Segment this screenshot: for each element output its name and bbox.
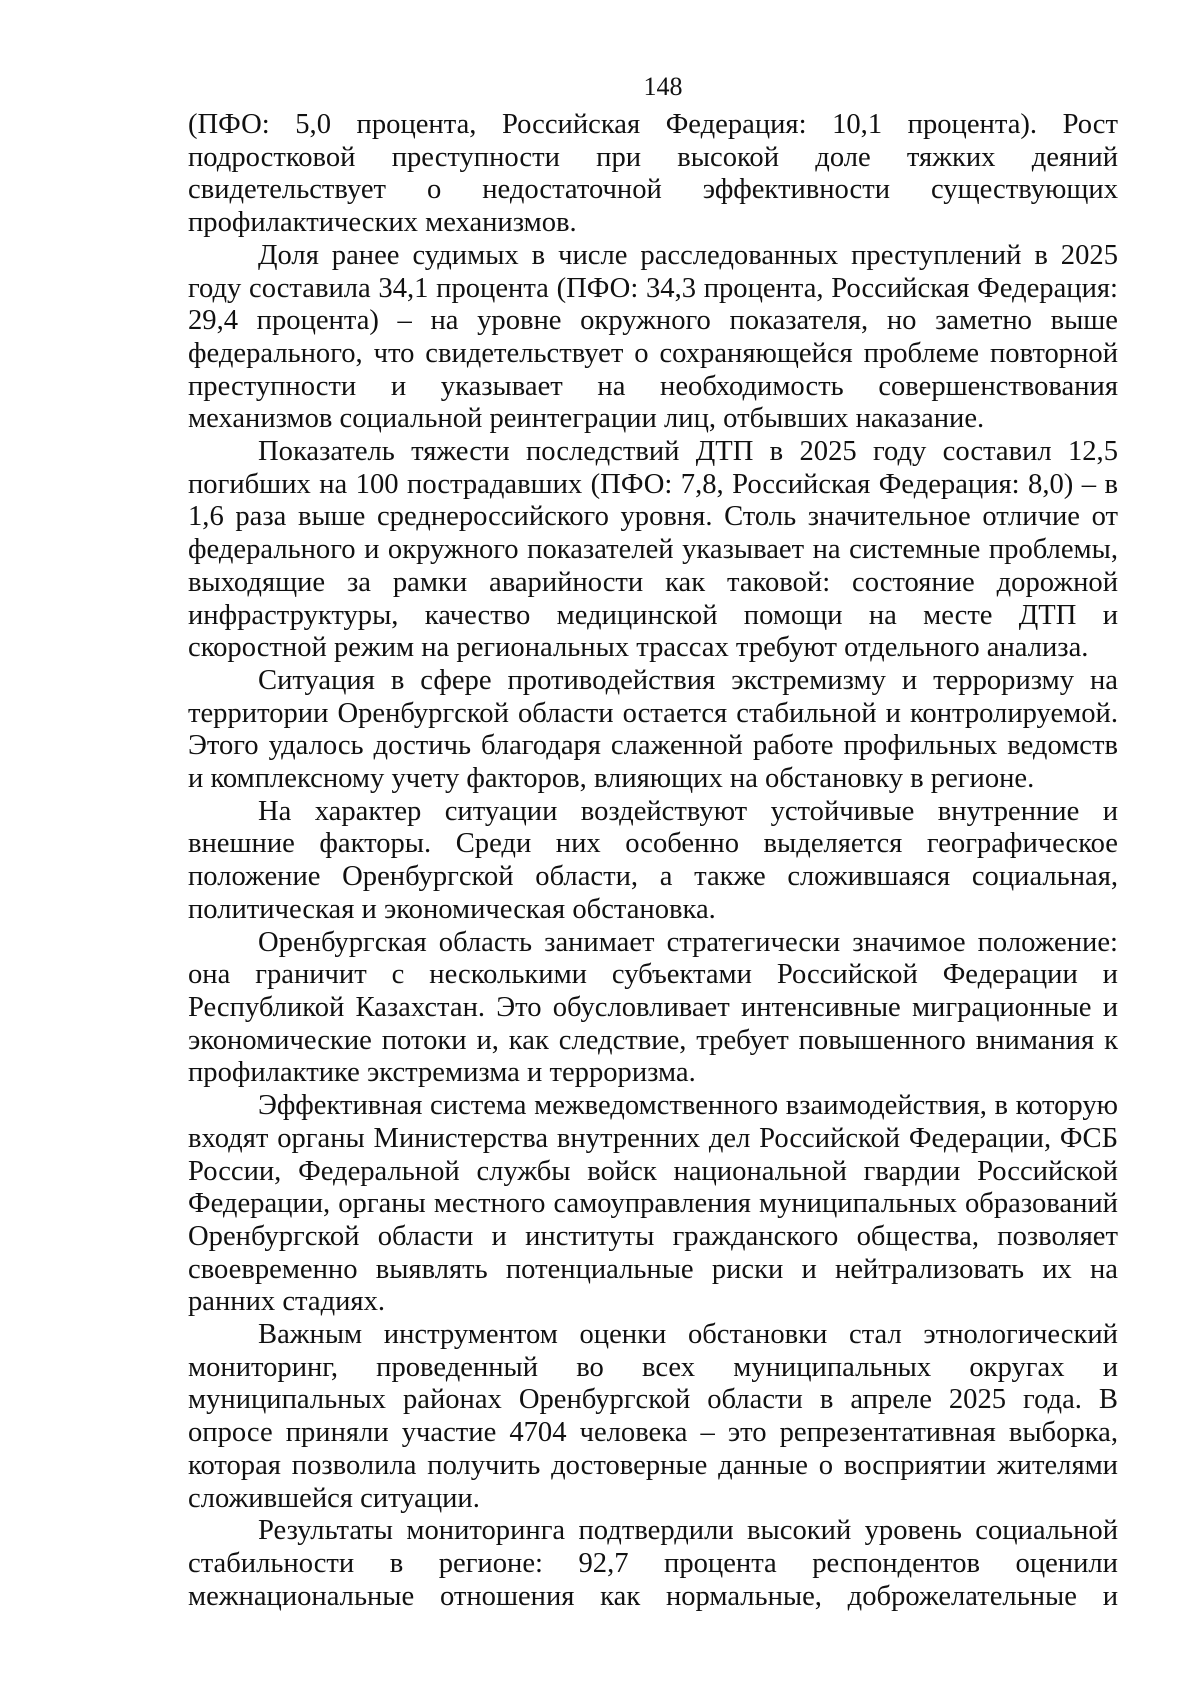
paragraph-4: Ситуация в сфере противодействия экстремизму и терроризму на территории Оренбургской области остается стабильной и контролируемой. Этого удалось достичь благодаря слаженной работе профильных ведомств и комплексному учету факторов, влияющих на обстановку в регионе. bbox=[188, 664, 1118, 795]
paragraph-5: На характер ситуации воздействуют устойчивые внутренние и внешние факторы. Среди них особенно выделяется географическое положение Оренбургской области, а также сложившаяся социальная, политическая и экономическая обстановка. bbox=[188, 795, 1118, 925]
paragraph-8: Важным инструментом оценки обстановки стал этнологический мониторинг, проведенный во всех муниципальных округах и муниципальных районах Оренбургской области в апреле 2025 года. В опросе приняли участие 4704 человека – это репрезентативная выборка, которая позволила получить достоверные данные о восприятии жителями сложившейся ситуации. bbox=[188, 1319, 1118, 1514]
paragraph-1: (ПФО: 5,0 процента, Российская Федерация: 10,1 процента). Рост подростковой преступности при высокой доле тяжких деяний свидетельствует о недостаточной эффективности существующих профилактических механизмов. bbox=[188, 109, 1118, 239]
paragraph-6: Оренбургская область занимает стратегически значимое положение: она граничит с несколькими субъектами Российской Федерации и Республикой Казахстан. Это обусловливает интенсивные миграционные и экономические потоки и, как следствие, требует повышенного внимания к профилактике экстремизма и терроризма. bbox=[188, 926, 1118, 1089]
paragraph-3: Показатель тяжести последствий ДТП в 2025 году составил 12,5 погибших на 100 пострадавших (ПФО: 7,8, Российская Федерация: 8,0) – в 1,6 раза выше среднероссийского уровня. Столь значительное отличие от федерального и окружного показателей указывает на системные проблемы, выходящие за рамки аварийности как таковой: состояние дорожной инфраструктуры, качество медицинской помощи на месте ДТП и скоростной режим на региональных трассах требуют отдельного анализа. bbox=[188, 436, 1118, 664]
page-number: 148 bbox=[643, 72, 683, 101]
paragraph-7: Эффективная система межведомственного взаимодействия, в которую входят органы Министерства внутренних дел Российской Федерации, ФСБ России, Федеральной службы войск национальной гвардии Российской Федерации, органы местного самоуправления муниципальных образований Оренбургской области и институты гражданского общества, позволяет своевременно выявлять потенциальные риски и нейтрализовать их на ранних стадиях. bbox=[188, 1090, 1118, 1318]
paragraph-9: Результаты мониторинга подтвердили высокий уровень социальной стабильности в регионе: 92,7 процента респондентов оценили межнациональные отношения как нормальные, доброжелательные и bbox=[188, 1515, 1118, 1612]
paragraph-2: Доля ранее судимых в числе расследованных преступлений в 2025 году составила 34,1 процента (ПФО: 34,3 процента, Российская Федерация: 29,4 процента) – на уровне окружного показателя, но заметно выше федерального, что свидетельствует о сохраняющейся проблеме повторной преступности и указывает на необходимость совершенствования механизмов социальной реинтеграции лиц, отбывших наказание. bbox=[188, 239, 1118, 435]
document-page bbox=[188, 70, 1118, 1613]
